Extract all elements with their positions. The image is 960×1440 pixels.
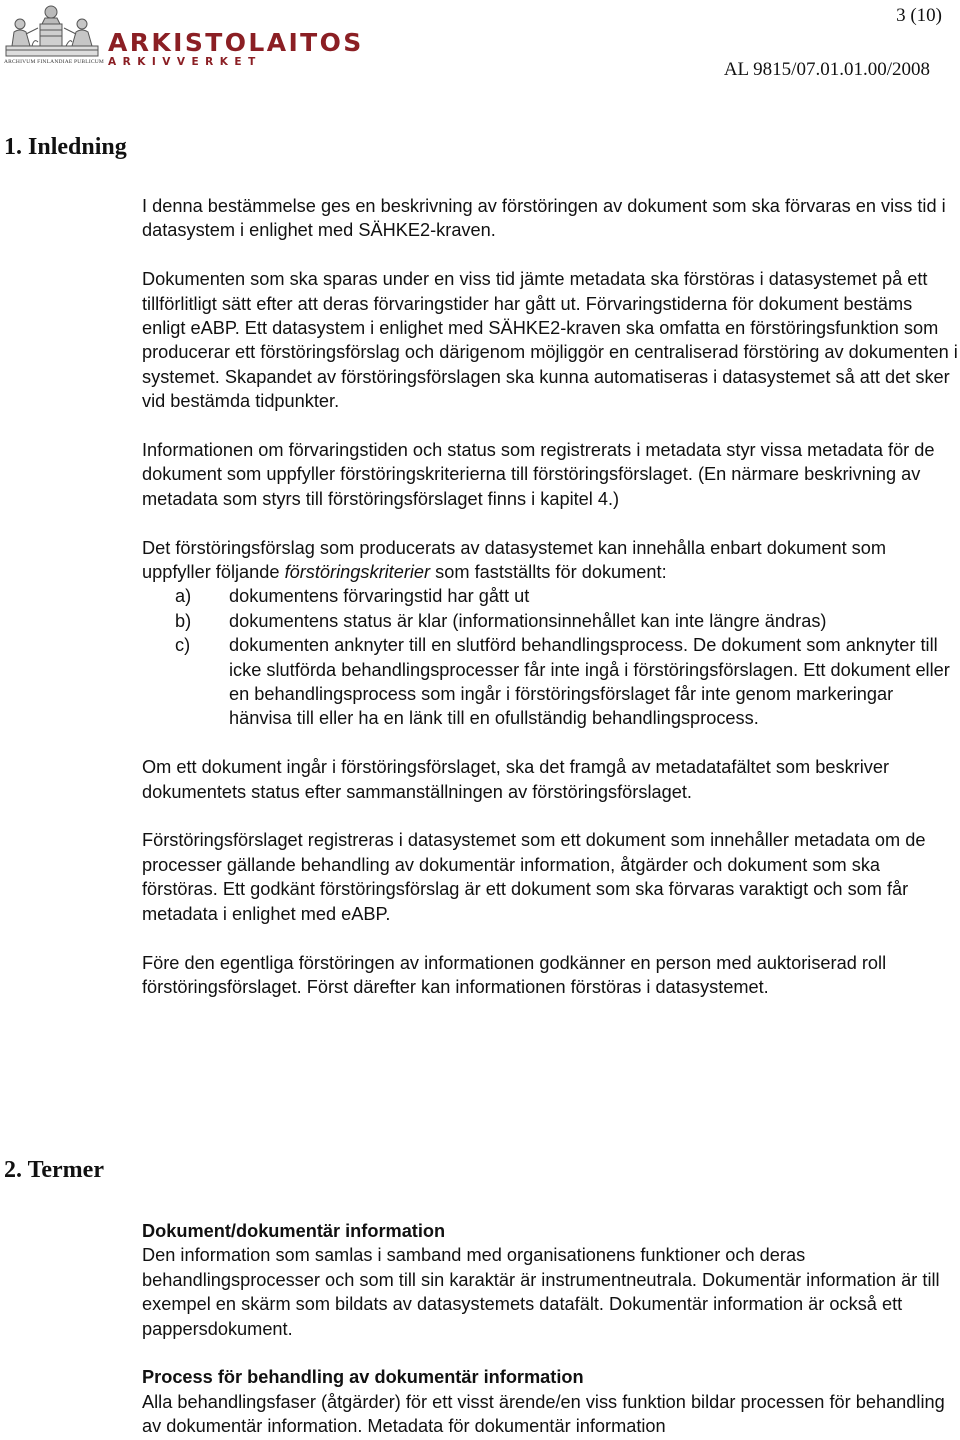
- logo-name: ARKISTOLAITOS: [108, 28, 364, 57]
- section-heading-terms: 2. Termer: [4, 1157, 104, 1183]
- criteria-item: [142, 584, 958, 608]
- paragraph: Förstöringsförslaget registreras i datasystemet som ett dokument som innehåller metadata om de processer gällande behandling av dokumentär information, åtgärder och dokument som ska förstöras. Ett godkänt förstöringsförslag är ett dokument som ska förvaras varaktigt och som får metadata i enlighet med eABP.: [142, 830, 926, 924]
- list-marker: b): [175, 610, 192, 631]
- document-reference: AL 9815/07.01.01.00/2008: [723, 59, 930, 80]
- page-number: 3 (10): [896, 5, 942, 26]
- paragraph: Dokumenten som ska sparas under en viss tid jämte metadata ska förstöras i datasystemet på ett tillförlitligt sätt efter att deras förvaringstider har gått ut. Förvaringstiderna för dokument bestäms enligt eABP. Ett datasystem i enlighet med SÄHKE2-kraven ska omfatta en förstöringsfunktion som producerar ett förstöringsförslag och därigenom möjliggör en centraliserad förstöring av dokumenten i systemet. Skapandet av förstöringsförslagen ska kunna automatiseras i datasystemet så att det sker vid bestämda tidpunkter.: [142, 269, 958, 412]
- paragraph: Före den egentliga förstöringen av informationen godkänner en person med auktoriserad roll förstöringsförslaget. Först därefter kan informationen förstöras i datasystemet.: [142, 952, 887, 997]
- criteria-list: [142, 584, 958, 730]
- criteria-text: dokumenten anknyter till en slutförd behandlingsprocess. De dokument som anknyter till icke slutförda behandlingsprocesser får inte ingå i förstöringsförslagen. Ett dokument eller en behandlingsprocess som ingår i förstöringsförslaget får inte genom markeringar hänvisa till eller ha en länk till en ofullständig behandlingsprocess.: [229, 635, 950, 729]
- term-definition: Den information som samlas i samband med organisationens funktioner och deras behandlingsprocesser och som till sin karaktär är instrumentneutrala. Dokumentär information är till exempel en skärm som bildats av datasystemets datafält. Dokumentär information är också ett pappersdokument.: [142, 1245, 940, 1339]
- paragraph-text: som fastställts för dokument:: [430, 562, 667, 583]
- criteria-text: dokumentens status är klar (informationsinnehållet kan inte längre ändras): [229, 610, 827, 631]
- term-title: Process för behandling av dokumentär information: [142, 1367, 584, 1388]
- archive-logo: [4, 2, 364, 68]
- paragraph: Informationen om förvaringstiden och status som registrerats i metadata styr vissa metadata för de dokument som uppfyller förstöringskriterierna till förstöringsförslaget. (En närmare beskrivning av metadata som styrs till förstöringsförslaget finns i kapitel 4.): [142, 440, 935, 509]
- logo-subname: ARKIVVERKET: [108, 56, 262, 68]
- term-title: Dokument/dokumentär information: [142, 1221, 446, 1241]
- criteria-text: dokumentens förvaringstid har gått ut: [229, 586, 530, 607]
- criteria-item: [142, 609, 958, 633]
- introduction-body: [142, 194, 958, 999]
- paragraph: I denna bestämmelse ges en beskrivning av förstöringen av dokument som ska förvaras en viss tid i datasystem i enlighet med SÄHKE2-kraven.: [142, 196, 946, 241]
- terms-body: [142, 1219, 958, 1439]
- paragraph: [142, 536, 958, 585]
- list-marker: c): [175, 635, 191, 656]
- logo-caption: ARCHIVUM FINLANDIAE PUBLICUM: [4, 59, 105, 65]
- criteria-item: [142, 633, 958, 731]
- paragraph-text: Det förstöringsförslag som producerats av datasystemet kan innehålla enbart dokument som uppfyller följande: [142, 537, 887, 583]
- paragraph: Om ett dokument ingår i förstöringsförslaget, ska det framgå av metadatafältet som beskriver dokumentets status efter sammanställningen av förstöringsförslaget.: [142, 757, 890, 802]
- section-heading-introduction: 1. Inledning: [4, 134, 127, 160]
- emphasized-term: förstöringskriterier: [284, 562, 431, 583]
- term-definition: Alla behandlingsfaser (åtgärder) för ett visst ärende/en viss funktion bildar processen för behandling av dokumentär information. Metadata för dokumentär information: [142, 1391, 945, 1437]
- list-marker: a): [175, 586, 192, 607]
